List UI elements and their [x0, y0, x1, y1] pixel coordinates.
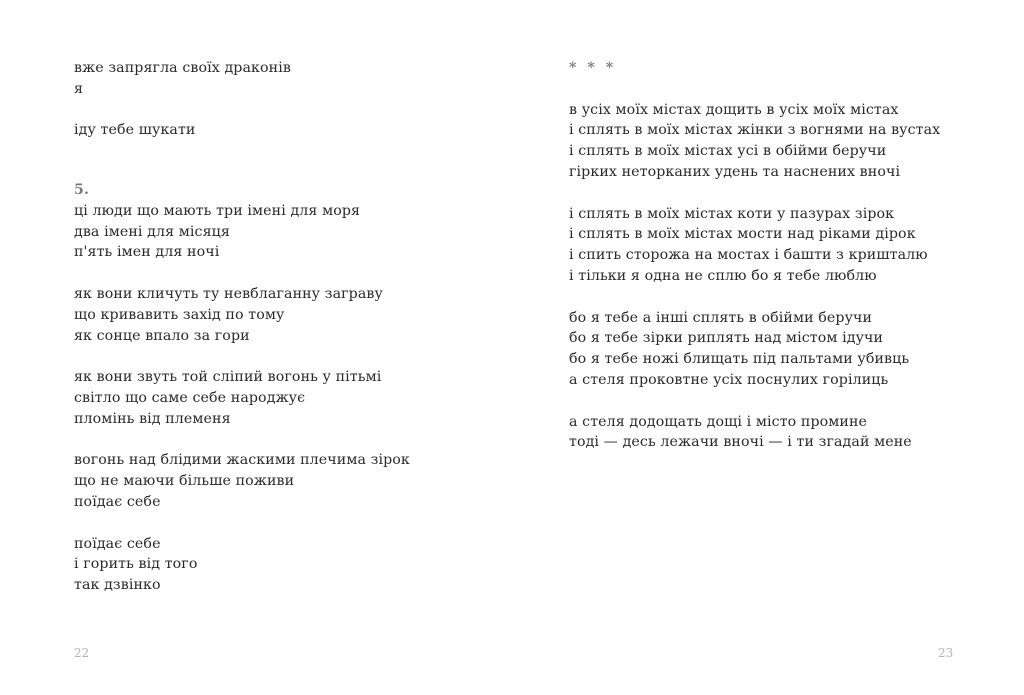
- poem-line: бо я тебе зірки риплять над містом ідучи: [569, 330, 884, 347]
- poem-line: поїдає себе: [74, 535, 161, 552]
- poem-line: і горить від того: [74, 556, 198, 573]
- right-page: [512, 0, 1024, 695]
- section-number: 5.: [74, 181, 90, 198]
- poem-line: гірких неторканих удень та наснених вночі: [569, 163, 901, 180]
- poem-text-right: [569, 58, 940, 453]
- poem-line: а стеля проковтне усіх поснулих горілиць: [569, 371, 889, 388]
- poem-line: як вони кличуть ту невблаганну заграву: [74, 285, 383, 302]
- poem-line: і сплять в моїх містах коти у пазурах зірок: [569, 205, 895, 222]
- poem-line: тоді — десь лежачи вночі — і ти згадай мене: [569, 434, 912, 451]
- poem-line: і тільки я одна не сплю бо я тебе люблю: [569, 267, 877, 284]
- poem-line: ці люди що мають три імені для моря: [74, 202, 361, 219]
- poem-line: так дзвінко: [74, 577, 161, 594]
- poem-line: вже запрягла своїх драконів: [74, 60, 291, 76]
- poem-line: два імені для місяця: [74, 223, 230, 240]
- poem-line: що не маючи більше поживи: [74, 473, 295, 490]
- poem-line: я: [74, 80, 84, 97]
- poem-line: в усіх моїх містах дощить в усіх моїх містах: [569, 101, 899, 118]
- section-mark: * * *: [569, 60, 617, 76]
- poem-line: поїдає себе: [74, 493, 161, 510]
- poem-line: як вони звуть той сліпий вогонь у пітьмі: [74, 369, 382, 386]
- poem-line: пломінь від племеня: [74, 410, 231, 427]
- poem-line: п'ять імен для ночі: [74, 244, 220, 261]
- poem-line: світло що саме себе народжує: [74, 389, 306, 406]
- poem-line: вогонь над блідими жаскими плечима зірок: [74, 452, 410, 469]
- poem-line: і спить сторожа на мостах і башти з кришталю: [569, 247, 928, 264]
- poem-line: як сонце впало за гори: [74, 327, 250, 344]
- poem-line: а стеля додощать дощі і місто промине: [569, 413, 868, 430]
- poem-text-left: [74, 58, 410, 596]
- poem-line: і сплять в моїх містах усі в обійми беручи: [569, 143, 887, 160]
- poem-line: і сплять в моїх містах жінки з вогнями на вустах: [569, 122, 941, 139]
- poem-line: іду тебе шукати: [74, 122, 196, 139]
- poem-line: і сплять в моїх містах мости над ріками дірок: [569, 226, 916, 243]
- page-number-right: 23: [938, 646, 954, 660]
- poem-line: бо я тебе ножі блищать під пальтами убивць: [569, 351, 910, 368]
- page-number-left: 22: [74, 646, 90, 660]
- poem-line: що кривавить захід по тому: [74, 306, 285, 323]
- poem-line: бо я тебе а інші сплять в обійми беручи: [569, 309, 873, 326]
